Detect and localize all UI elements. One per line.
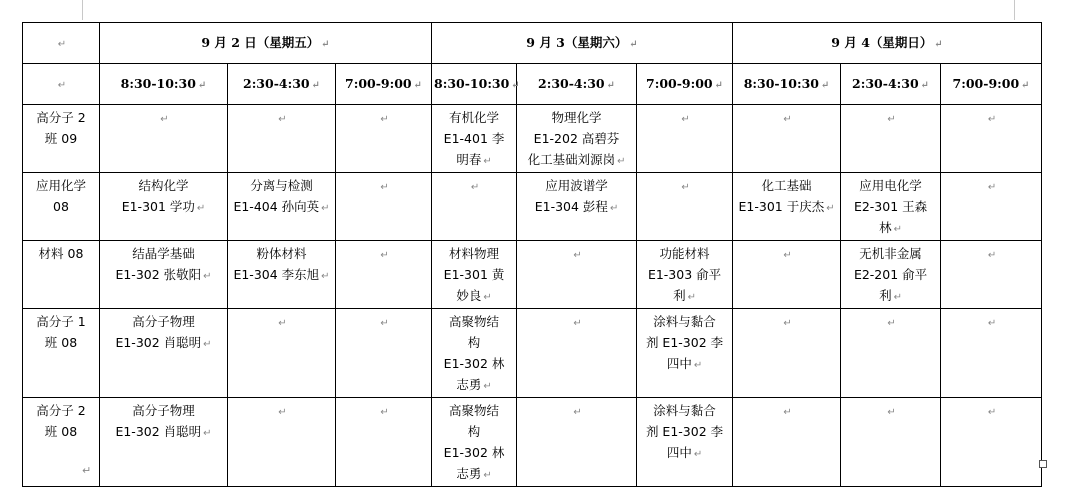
paragraph-mark-icon: ↵ [573,407,582,418]
cell-text: 功能材料 [659,246,710,261]
schedule-cell[interactable] [432,173,517,241]
table-body [23,23,1042,487]
cell-text-line [230,175,333,196]
cell-text-line [639,421,730,442]
paragraph-mark-icon: ↵ [893,292,902,303]
cell-text: 无机非金属 [859,246,922,261]
cell-text-line [639,285,730,308]
paragraph-mark-icon: ↵ [609,203,619,214]
time-slot-header[interactable] [228,64,336,105]
paragraph-mark-icon: ↵ [687,292,696,303]
time-slot-label: 7:00-9:00 [646,75,713,91]
schedule-cell[interactable] [432,398,517,487]
cell-text: 涂料与黏合 [653,314,716,329]
cell-text: 化工基础 [761,178,812,193]
class-name-text: 班 08 [44,335,78,350]
cell-text-line [843,175,938,196]
cell-text-line [434,353,514,374]
class-name-text: 应用化学 [35,178,86,193]
cell-text-line [434,128,514,149]
cell-text-line [230,264,333,287]
cell-text: 化工基础刘源岗 [527,152,616,167]
cell-text: 志勇 [456,377,482,392]
cell-text: E1-301 学功 [121,199,195,214]
cell-text: 利 [673,288,686,303]
schedule-cell[interactable] [841,105,941,173]
cell-text-line [434,149,514,172]
cell-text: E1-202 高碧芬 [533,131,620,146]
time-slot-label: 7:00-9:00 [345,75,412,91]
time-slot-header[interactable] [336,64,432,105]
cell-text-line [639,400,730,421]
paragraph-mark-icon: ↵ [783,250,792,261]
cell-text-line [519,107,634,128]
class-name-cell[interactable] [23,241,100,309]
cell-text-line [434,442,514,463]
schedule-cell[interactable] [336,309,432,398]
class-name-cell[interactable] [23,309,100,398]
paragraph-mark-icon: ↵ [681,114,690,125]
paragraph-mark-icon: ↵ [196,203,206,214]
paragraph-mark-icon: ↵ [783,114,792,125]
date-header-cell[interactable] [100,23,432,64]
schedule-cell[interactable] [336,241,432,309]
time-header-row [23,64,1042,105]
paragraph-mark-icon: ↵ [321,38,330,50]
paragraph-mark-icon: ↵ [887,114,896,125]
schedule-cell[interactable] [733,105,841,173]
cell-text: 应用波谱学 [545,178,608,193]
cell-text-line [519,175,634,196]
paragraph-mark-icon: ↵ [483,156,492,167]
cell-text: 构 [467,424,481,439]
schedule-cell[interactable] [517,105,637,173]
table-resize-handle[interactable] [1039,460,1047,468]
date-label: 9 月 2 日（星期五） [201,34,320,50]
schedule-cell[interactable] [637,105,733,173]
paragraph-mark-icon: ↵ [160,114,169,125]
schedule-cell[interactable] [100,241,228,309]
paragraph-mark-icon: ↵ [483,470,492,481]
paragraph-mark-icon: ↵ [278,318,287,329]
paragraph-mark-icon: ↵ [987,318,997,329]
time-slot-label: 2:30-4:30 [538,75,605,91]
schedule-cell[interactable] [941,309,1042,398]
cell-text-line [102,243,225,264]
class-name-cell[interactable] [23,105,100,173]
time-slot-header[interactable] [841,64,941,105]
schedule-cell[interactable] [941,105,1042,173]
cell-text: E2-301 王森 [853,199,928,214]
time-slot-label: 7:00-9:00 [952,75,1020,91]
schedule-cell[interactable] [637,241,733,309]
cell-text: 应用电化学 [859,178,922,193]
paragraph-mark-icon: ↵ [934,38,943,50]
schedule-cell[interactable] [841,241,941,309]
schedule-cell[interactable] [228,173,336,241]
schedule-cell[interactable] [841,309,941,398]
cell-text-line [843,264,938,285]
cell-text: 剂 E1-302 李 [645,424,724,439]
page-margin-marker-left [82,0,83,20]
paragraph-mark-icon: ↵ [278,407,287,418]
cell-text: E1-404 孙向英 [233,199,320,214]
paragraph-mark-icon: ↵ [203,339,212,350]
cell-text-line [434,285,514,308]
class-name-line [25,332,97,353]
date-label: 9 月 3（星期六） [526,34,628,50]
paragraph-mark-icon: ↵ [57,79,67,91]
schedule-cell[interactable] [100,105,228,173]
paragraph-mark-icon: ↵ [987,250,997,261]
schedule-cell[interactable] [517,173,637,241]
paragraph-mark-icon: ↵ [693,449,703,460]
schedule-cell[interactable] [336,173,432,241]
class-name-text: 材料 08 [38,246,84,261]
table-row [23,173,1042,241]
cell-text-line [639,353,730,376]
cell-text-line [102,196,225,219]
paragraph-mark-icon: ↵ [380,114,389,125]
cell-text-line [230,243,333,264]
paragraph-mark-icon: ↵ [321,203,330,214]
class-name-line [25,311,97,332]
table-row [23,398,1042,487]
class-name-line [25,107,97,128]
time-slot-label: 8:30-10:30 [120,75,196,91]
cell-text-line [639,442,730,465]
schedule-cell[interactable] [841,398,941,487]
cell-text-line [434,463,514,486]
schedule-cell[interactable] [941,173,1042,241]
class-name-text: 班 09 [44,131,78,146]
cell-text: 志勇 [456,466,482,481]
class-name-text: 班 08 [44,424,78,439]
cell-text-line [434,311,514,332]
time-slot-header[interactable] [100,64,228,105]
cell-text: E1-303 俞平 [647,267,722,282]
paragraph-mark-icon: ↵ [629,38,638,50]
cell-text: E2-201 俞平 [853,267,928,282]
cell-text: E1-304 彭程 [534,199,608,214]
schedule-cell[interactable] [941,241,1042,309]
page-margin-marker-right [1014,0,1015,20]
date-header-cell[interactable] [432,23,733,64]
schedule-cell[interactable] [517,309,637,398]
paragraph-mark-icon: ↵ [380,250,389,261]
cell-text-line [102,311,225,332]
cell-text: E1-301 黄 [443,267,505,282]
corner-cell[interactable] [23,23,100,64]
paragraph-mark-icon: ↵ [380,318,389,329]
time-slot-label: 8:30-10:30 [743,75,819,91]
paragraph-mark-icon: ↵ [887,407,896,418]
cell-text-line [230,196,333,219]
table-row [23,309,1042,398]
cell-text: 高聚物结 [449,403,500,418]
paragraph-mark-icon: ↵ [987,114,997,125]
schedule-cell[interactable] [336,398,432,487]
paragraph-mark-icon: ↵ [197,79,207,91]
class-name-text: 08 [53,199,69,214]
time-slot-header[interactable] [733,64,841,105]
schedule-cell[interactable] [733,309,841,398]
paragraph-mark-icon: ↵ [987,407,997,418]
paragraph-mark-icon: ↵ [783,318,792,329]
paragraph-mark-icon: ↵ [511,79,520,91]
schedule-cell[interactable] [517,398,637,487]
cell-text-line [843,217,938,240]
class-name-line [25,128,97,149]
cell-text-line [102,400,225,421]
date-header-row [23,23,1042,64]
paragraph-mark-icon: ↵ [321,271,330,282]
cell-text: 高分子物理 [132,403,195,418]
paragraph-mark-icon: ↵ [573,318,582,329]
cell-text-line [519,149,634,172]
cell-text-line [735,175,838,196]
schedule-cell[interactable] [228,309,336,398]
time-slot-header[interactable] [517,64,637,105]
paragraph-mark-icon: ↵ [278,114,287,125]
cell-text: E1-401 李 [443,131,505,146]
class-name-text: 高分子 2 [36,110,86,125]
cell-text: 材料物理 [449,246,500,261]
cell-text: 林 [879,220,892,235]
cell-text: 涂料与黏合 [653,403,716,418]
paragraph-mark-icon: ↵ [82,464,92,477]
paragraph-mark-icon: ↵ [826,203,835,214]
cell-text-line [843,196,938,217]
class-name-text: 高分子 1 [36,314,86,329]
paragraph-mark-icon: ↵ [987,182,997,193]
cell-text: E1-304 李东旭 [233,267,320,282]
cell-text: 粉体材料 [256,246,307,261]
cell-text: E1-302 肖聪明 [115,424,202,439]
paragraph-mark-icon: ↵ [893,224,902,235]
time-slot-label: 2:30-4:30 [243,75,310,91]
paragraph-mark-icon: ↵ [483,292,492,303]
cell-text: E1-302 林 [443,445,505,460]
paragraph-mark-icon: ↵ [470,182,480,193]
cell-text: 物理化学 [551,110,602,125]
schedule-cell[interactable] [100,173,228,241]
time-slot-header[interactable] [637,64,733,105]
time-slot-header[interactable] [432,64,520,105]
class-name-line [25,196,97,217]
schedule-cell[interactable] [432,241,517,309]
class-name-line [25,421,97,442]
schedule-cell[interactable] [228,241,336,309]
cell-text-line [843,243,938,264]
cell-text-line [434,107,514,128]
table-row [23,105,1042,173]
schedule-cell[interactable] [228,105,336,173]
schedule-cell[interactable] [733,173,841,241]
class-name-text: 高分子 2 [36,403,86,418]
paragraph-mark-icon: ↵ [1021,79,1030,91]
schedule-cell[interactable] [100,309,228,398]
paragraph-mark-icon: ↵ [783,407,792,418]
cell-text: 构 [467,335,481,350]
class-name-line [25,243,97,264]
cell-text: 四中 [666,445,692,460]
cell-text-line [639,311,730,332]
paragraph-mark-icon: ↵ [617,156,626,167]
cell-text: E1-302 张敬阳 [115,267,202,282]
paragraph-mark-icon: ↵ [203,428,212,439]
cell-text: 四中 [666,356,692,371]
schedule-cell[interactable] [100,398,228,487]
cell-text: E1-302 肖聪明 [115,335,202,350]
paragraph-mark-icon: ↵ [57,38,67,50]
class-name-line [25,175,97,196]
cell-text-line [434,243,514,264]
paragraph-mark-icon: ↵ [714,79,724,91]
exam-schedule-table [22,22,1042,487]
cell-text: E1-302 林 [443,356,505,371]
paragraph-mark-icon: ↵ [203,271,212,282]
cell-text-line [639,243,730,264]
paragraph-mark-icon: ↵ [681,182,690,193]
cell-text-line [434,421,514,442]
cell-text-line [434,332,514,353]
cell-text-line [843,285,938,308]
cell-text-line [639,264,730,285]
paragraph-mark-icon: ↵ [311,79,320,91]
class-name-line [25,400,97,421]
cell-text: 明春 [456,152,482,167]
schedule-cell[interactable] [228,398,336,487]
cell-text-line [434,400,514,421]
schedule-cell[interactable] [841,173,941,241]
cell-text-line [434,264,514,285]
time-slot-label: 2:30-4:30 [852,75,919,91]
paragraph-mark-icon: ↵ [821,79,830,91]
cell-text: 妙良 [456,288,482,303]
schedule-cell[interactable] [941,398,1042,487]
paragraph-mark-icon: ↵ [887,318,896,329]
cell-text-line [102,175,225,196]
cell-text-line [434,374,514,397]
time-slot-label: 8:30-10:30 [434,75,510,91]
paragraph-mark-icon: ↵ [380,407,389,418]
cell-text: 剂 E1-302 李 [645,335,724,350]
schedule-cell[interactable] [432,105,517,173]
cell-text-line [519,128,634,149]
schedule-cell[interactable] [336,105,432,173]
schedule-cell[interactable] [637,309,733,398]
table-row [23,241,1042,309]
cell-text: 结晶学基础 [132,246,195,261]
corner-cell[interactable] [23,64,100,105]
paragraph-mark-icon: ↵ [693,360,703,371]
cell-text: 高聚物结 [449,314,500,329]
cell-text: 分离与检测 [250,178,313,193]
paragraph-mark-icon: ↵ [920,79,930,91]
schedule-cell[interactable] [733,241,841,309]
paragraph-mark-icon: ↵ [573,250,582,261]
cell-text-line [102,264,225,287]
cell-text-line [102,332,225,355]
cell-text-line [639,332,730,353]
schedule-cell[interactable] [733,398,841,487]
cell-text: 结构化学 [138,178,189,193]
paragraph-mark-icon: ↵ [483,381,492,392]
schedule-cell[interactable] [637,173,733,241]
cell-text: E1-301 于庆杰 [738,199,825,214]
cell-text: 利 [879,288,892,303]
cell-text: 高分子物理 [132,314,195,329]
time-slot-header[interactable] [941,64,1042,105]
schedule-cell[interactable] [517,241,637,309]
cell-text: 有机化学 [449,110,500,125]
paragraph-mark-icon: ↵ [413,79,423,91]
schedule-cell[interactable] [432,309,517,398]
cell-text-line [519,196,634,219]
schedule-cell[interactable] [637,398,733,487]
date-header-cell[interactable] [733,23,1042,64]
paragraph-mark-icon: ↵ [606,79,616,91]
date-label: 9 月 4（星期日） [831,34,933,50]
cell-text-line [735,196,838,219]
cell-text-line [102,421,225,444]
class-name-cell[interactable] [23,173,100,241]
paragraph-mark-icon: ↵ [380,182,389,193]
